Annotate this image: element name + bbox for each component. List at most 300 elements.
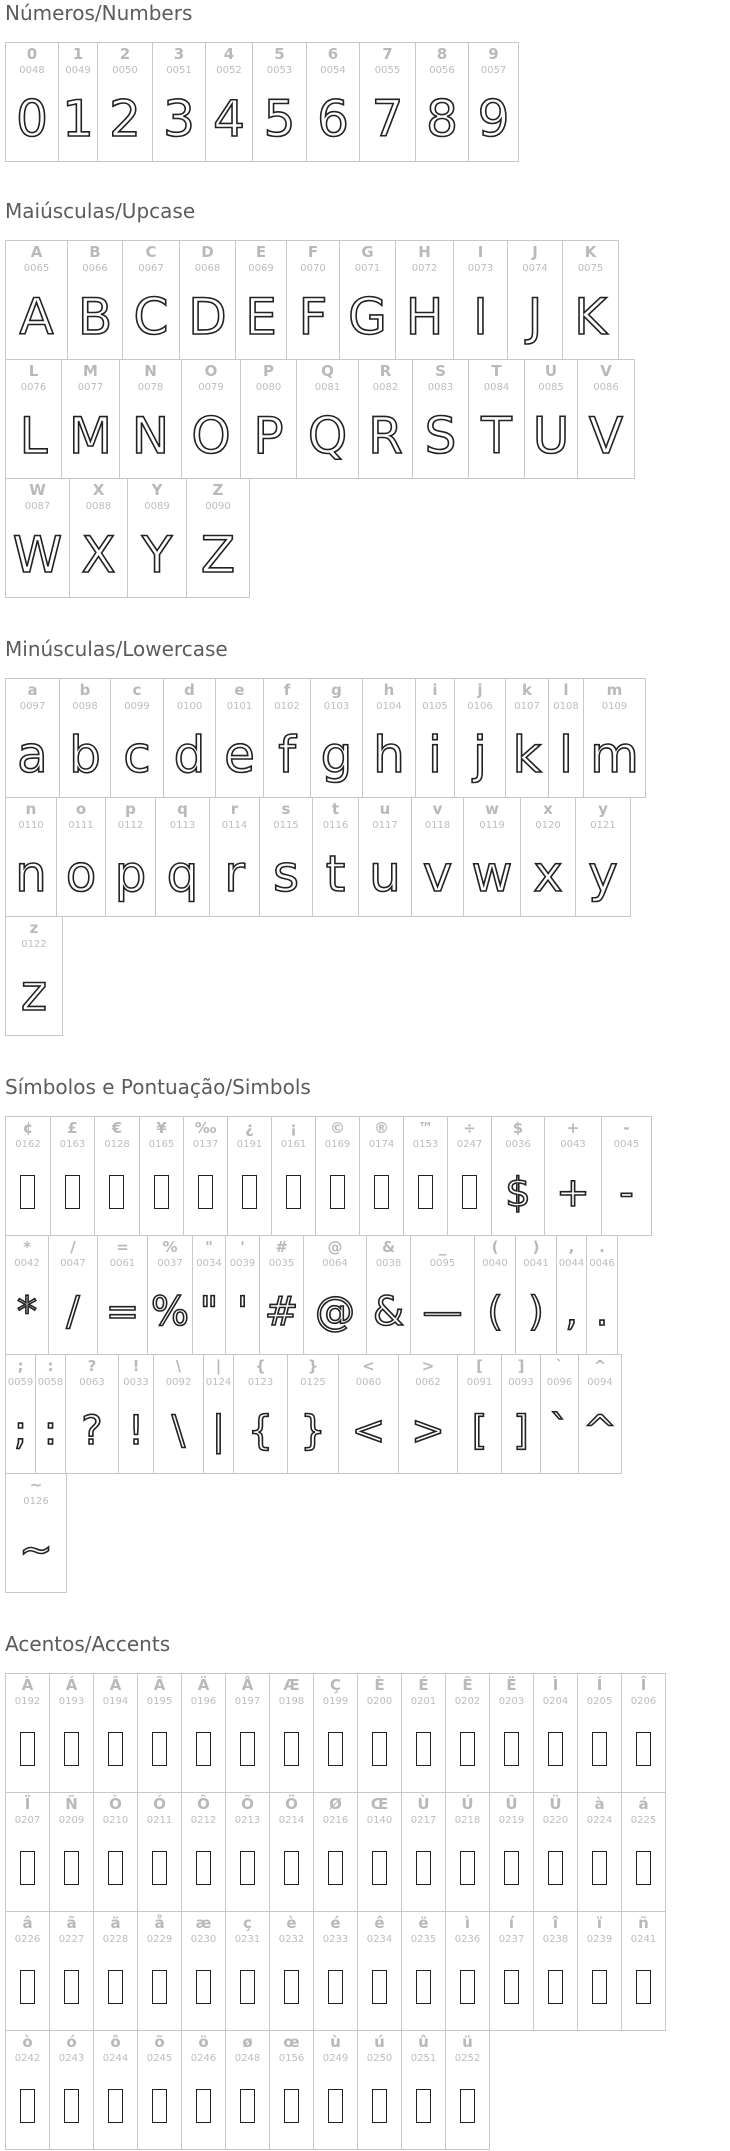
glyph-cell bbox=[97, 1235, 148, 1355]
character-label: L bbox=[28, 362, 39, 380]
character-code: 0070 bbox=[300, 263, 326, 274]
glyph-cell bbox=[313, 2030, 358, 2150]
character-label: R bbox=[379, 362, 392, 380]
glyph-cell bbox=[312, 797, 359, 917]
glyph-sample: ! bbox=[127, 1408, 145, 1454]
section-title: Acentos/Accents bbox=[5, 1632, 171, 1656]
glyph-cell bbox=[601, 1116, 652, 1236]
character-label: Œ bbox=[370, 1795, 389, 1813]
character-label: @ bbox=[327, 1238, 343, 1256]
glyph-cell bbox=[489, 1792, 534, 1912]
character-label: U bbox=[544, 362, 558, 380]
glyph-cell bbox=[621, 1673, 666, 1793]
character-code: 0049 bbox=[65, 65, 91, 76]
character-code: 0087 bbox=[24, 501, 51, 512]
missing-glyph-box bbox=[328, 2089, 343, 2123]
character-label: M bbox=[83, 362, 98, 380]
glyph-cell bbox=[524, 359, 578, 479]
character-label: h bbox=[383, 681, 395, 699]
glyph-sample: % bbox=[150, 1289, 189, 1335]
glyph-sample: t bbox=[325, 845, 346, 903]
glyph-cell bbox=[491, 1116, 545, 1236]
glyph-cell bbox=[50, 1116, 95, 1236]
character-code: 0085 bbox=[538, 382, 564, 393]
character-label: è bbox=[286, 1914, 297, 1932]
glyph-sample: 0 bbox=[16, 90, 48, 148]
character-code: 0194 bbox=[102, 1696, 129, 1707]
missing-glyph-box bbox=[328, 1851, 343, 1885]
character-code: 0037 bbox=[157, 1258, 183, 1269]
glyph-cell bbox=[586, 1235, 618, 1355]
glyph-sample: p bbox=[114, 845, 147, 903]
glyph-sample: V bbox=[588, 407, 624, 465]
character-code: 0247 bbox=[456, 1139, 483, 1150]
glyph-cell bbox=[152, 42, 206, 162]
glyph-cell bbox=[315, 1116, 360, 1236]
character-code: 0244 bbox=[102, 2053, 129, 2064]
character-code: 0122 bbox=[21, 939, 47, 950]
glyph-cell bbox=[225, 1792, 270, 1912]
character-code: 0035 bbox=[268, 1258, 295, 1269]
glyph-sample: 6 bbox=[317, 90, 349, 148]
glyph-cell bbox=[203, 1354, 234, 1474]
glyph-cell bbox=[240, 359, 297, 479]
character-label: l bbox=[563, 681, 569, 699]
character-label: = bbox=[116, 1238, 129, 1256]
glyph-cell bbox=[575, 797, 631, 917]
glyph-cell bbox=[398, 1354, 458, 1474]
glyph-cell bbox=[548, 678, 584, 798]
glyph-sample: i bbox=[428, 726, 442, 784]
glyph-cell bbox=[5, 1673, 50, 1793]
missing-glyph-box bbox=[152, 1851, 167, 1885]
character-code: 0051 bbox=[166, 65, 192, 76]
character-code: 0041 bbox=[523, 1258, 549, 1269]
missing-glyph-box bbox=[416, 2089, 431, 2123]
character-label: j bbox=[477, 681, 483, 699]
glyph-cell bbox=[225, 1673, 270, 1793]
character-label: Æ bbox=[283, 1676, 300, 1694]
glyph-sample: R bbox=[368, 407, 403, 465]
character-code: 0119 bbox=[479, 820, 505, 831]
character-label: Â bbox=[109, 1676, 122, 1694]
glyph-cell bbox=[540, 1354, 579, 1474]
glyph-sample: z bbox=[20, 964, 48, 1022]
glyph-cell bbox=[205, 42, 253, 162]
glyph-cell bbox=[259, 797, 313, 917]
character-label: b bbox=[79, 681, 91, 699]
glyph-sample: ; bbox=[13, 1408, 28, 1454]
character-label: v bbox=[432, 800, 443, 818]
character-label: ¿ bbox=[245, 1119, 254, 1137]
glyph-cell bbox=[5, 478, 70, 598]
character-label: 7 bbox=[382, 45, 393, 63]
glyph-sample: A bbox=[19, 288, 54, 346]
glyph-cell bbox=[410, 1235, 475, 1355]
glyph-sample: * bbox=[17, 1289, 37, 1335]
missing-glyph-box bbox=[416, 1970, 431, 2004]
glyph-sample: [ bbox=[471, 1408, 488, 1454]
missing-glyph-box bbox=[20, 1732, 35, 1766]
character-label: , bbox=[568, 1238, 575, 1256]
glyph-sample: | bbox=[211, 1408, 226, 1454]
glyph-sample: c bbox=[123, 726, 151, 784]
glyph-cell bbox=[303, 1235, 367, 1355]
character-code: 0198 bbox=[278, 1696, 305, 1707]
character-label: } bbox=[307, 1357, 319, 1375]
character-label: z bbox=[29, 919, 39, 937]
character-code: 0099 bbox=[124, 701, 150, 712]
glyph-cell bbox=[118, 1354, 154, 1474]
glyph-sample: j bbox=[473, 726, 487, 784]
character-label: S bbox=[435, 362, 446, 380]
glyph-sample: M bbox=[68, 407, 113, 465]
missing-glyph-box bbox=[592, 1732, 607, 1766]
missing-glyph-box bbox=[592, 1851, 607, 1885]
character-code: 0174 bbox=[368, 1139, 395, 1150]
character-code: 0059 bbox=[7, 1377, 34, 1388]
character-code: 0048 bbox=[19, 65, 45, 76]
character-label: D bbox=[201, 243, 214, 261]
glyph-cell bbox=[269, 1792, 314, 1912]
glyph-sample: ) bbox=[528, 1289, 544, 1335]
glyph-sample: 9 bbox=[477, 90, 510, 148]
character-code: 0107 bbox=[514, 701, 540, 712]
glyph-cell bbox=[5, 1354, 36, 1474]
glyph-sample: X bbox=[81, 526, 116, 584]
missing-glyph-box bbox=[240, 2089, 255, 2123]
character-code: 0230 bbox=[190, 1934, 217, 1945]
character-code: 0036 bbox=[505, 1139, 531, 1150]
section-title: Minúsculas/Lowercase bbox=[5, 637, 228, 661]
glyph-cell bbox=[454, 678, 506, 798]
missing-glyph-box bbox=[64, 2089, 79, 2123]
character-code: 0064 bbox=[322, 1258, 348, 1269]
glyph-cell bbox=[411, 797, 464, 917]
character-label: ù bbox=[330, 2033, 341, 2051]
missing-glyph-box bbox=[20, 1175, 35, 1209]
character-code: 0117 bbox=[372, 820, 398, 831]
missing-glyph-box bbox=[20, 1970, 35, 2004]
character-label: g bbox=[331, 681, 342, 699]
character-code: 0226 bbox=[14, 1934, 41, 1945]
missing-glyph-box bbox=[20, 1851, 35, 1885]
character-code: 0116 bbox=[322, 820, 349, 831]
character-code: 0066 bbox=[82, 263, 108, 274]
character-code: 0192 bbox=[14, 1696, 41, 1707]
missing-glyph-box bbox=[328, 1732, 343, 1766]
character-label: ] bbox=[517, 1357, 525, 1375]
glyph-cell bbox=[445, 1673, 490, 1793]
character-code: 0105 bbox=[422, 701, 448, 712]
glyph-cell bbox=[313, 1673, 358, 1793]
glyph-cell bbox=[48, 1235, 98, 1355]
glyph-sample: q bbox=[166, 845, 199, 903]
glyph-cell bbox=[94, 1116, 140, 1236]
character-label: ñ bbox=[638, 1914, 649, 1932]
character-code: 0213 bbox=[234, 1815, 261, 1826]
character-label: Á bbox=[65, 1676, 78, 1694]
character-code: 0243 bbox=[58, 2053, 85, 2064]
glyph-cell bbox=[147, 1235, 193, 1355]
character-label: # bbox=[275, 1238, 288, 1256]
character-label: \ bbox=[175, 1357, 182, 1375]
character-label: ë bbox=[418, 1914, 429, 1932]
glyph-cell bbox=[445, 1792, 490, 1912]
glyph-sample: I bbox=[473, 288, 488, 346]
glyph-cell bbox=[357, 1792, 402, 1912]
character-code: 0044 bbox=[558, 1258, 585, 1269]
glyph-sample: ( bbox=[487, 1289, 503, 1335]
glyph-cell bbox=[35, 1354, 66, 1474]
character-code: 0248 bbox=[234, 2053, 261, 2064]
character-label: s bbox=[281, 800, 291, 818]
character-code: 0210 bbox=[102, 1815, 129, 1826]
character-code: 0128 bbox=[104, 1139, 130, 1150]
missing-glyph-box bbox=[20, 2089, 35, 2123]
character-label: C bbox=[145, 243, 157, 261]
character-code: 0245 bbox=[146, 2053, 173, 2064]
glyph-sample: — bbox=[422, 1289, 463, 1335]
character-label: a bbox=[27, 681, 38, 699]
character-label: ö bbox=[198, 2033, 209, 2051]
character-code: 0229 bbox=[146, 1934, 173, 1945]
glyph-row bbox=[5, 797, 645, 917]
glyph-cell bbox=[401, 1792, 446, 1912]
glyph-sample: / bbox=[66, 1289, 80, 1335]
character-code: 0102 bbox=[274, 701, 300, 712]
glyph-sample: ] bbox=[513, 1408, 529, 1454]
glyph-sample: 2 bbox=[109, 90, 141, 148]
glyph-sample: Y bbox=[141, 526, 173, 584]
character-label: Ô bbox=[197, 1795, 210, 1813]
character-label: O bbox=[204, 362, 218, 380]
character-code: 0067 bbox=[138, 263, 164, 274]
character-label: Ò bbox=[109, 1795, 122, 1813]
glyph-sample: d bbox=[173, 726, 206, 784]
character-code: 0104 bbox=[376, 701, 402, 712]
character-code: 0092 bbox=[165, 1377, 192, 1388]
glyph-sample: 7 bbox=[371, 90, 404, 148]
glyph-cell bbox=[306, 42, 360, 162]
glyph-cell bbox=[93, 1673, 138, 1793]
glyph-sample: P bbox=[253, 407, 284, 465]
glyph-row bbox=[5, 916, 645, 1036]
glyph-cell bbox=[65, 1354, 119, 1474]
character-label: ó bbox=[66, 2033, 77, 2051]
character-label: ü bbox=[462, 2033, 473, 2051]
character-code: 0040 bbox=[482, 1258, 508, 1269]
glyph-cell bbox=[5, 797, 57, 917]
glyph-sample: s bbox=[272, 845, 300, 903]
glyph-cell bbox=[412, 359, 469, 479]
character-label: _ bbox=[438, 1238, 447, 1256]
character-label: ø bbox=[242, 2033, 253, 2051]
glyph-cell bbox=[515, 1235, 557, 1355]
glyph-cell bbox=[271, 1116, 316, 1236]
missing-glyph-box bbox=[374, 1175, 389, 1209]
glyph-sample: { bbox=[247, 1408, 274, 1454]
character-code: 0165 bbox=[148, 1139, 175, 1150]
missing-glyph-box bbox=[64, 1970, 79, 2004]
character-label: J bbox=[532, 243, 538, 261]
character-code: 0055 bbox=[374, 65, 401, 76]
character-label: H bbox=[418, 243, 431, 261]
missing-glyph-box bbox=[636, 1970, 651, 2004]
glyph-sample: O bbox=[191, 407, 231, 465]
character-label: c bbox=[132, 681, 142, 699]
character-code: 0075 bbox=[577, 263, 604, 274]
character-label: { bbox=[255, 1357, 266, 1375]
character-label: ¡ bbox=[290, 1119, 297, 1137]
glyph-cell bbox=[577, 1673, 622, 1793]
character-label: 9 bbox=[488, 45, 499, 63]
glyph-sample: r bbox=[224, 845, 245, 903]
character-code: 0114 bbox=[221, 820, 248, 831]
character-code: 0062 bbox=[415, 1377, 441, 1388]
glyph-cell bbox=[181, 1673, 226, 1793]
glyph-cell bbox=[286, 240, 340, 360]
character-code: 0069 bbox=[248, 263, 274, 274]
missing-glyph-box bbox=[152, 1732, 167, 1766]
character-code: 0225 bbox=[630, 1815, 657, 1826]
character-label: / bbox=[70, 1238, 76, 1256]
character-code: 0156 bbox=[278, 2053, 305, 2064]
character-code: 0231 bbox=[234, 1934, 261, 1945]
glyph-cell bbox=[58, 42, 98, 162]
character-label: e bbox=[234, 681, 245, 699]
character-code: 0100 bbox=[176, 701, 203, 712]
character-code: 0219 bbox=[498, 1815, 525, 1826]
character-code: 0191 bbox=[236, 1139, 263, 1150]
character-label: ( bbox=[491, 1238, 499, 1256]
glyph-sample: 4 bbox=[213, 90, 245, 148]
character-label: 3 bbox=[173, 45, 185, 63]
character-code: 0123 bbox=[247, 1377, 274, 1388]
glyph-cell bbox=[225, 1911, 270, 2031]
character-code: 0163 bbox=[59, 1139, 86, 1150]
glyph-cell bbox=[269, 2030, 314, 2150]
character-label: m bbox=[606, 681, 623, 699]
character-code: 0120 bbox=[535, 820, 561, 831]
glyph-sample: D bbox=[188, 288, 227, 346]
missing-glyph-box bbox=[154, 1175, 169, 1209]
glyph-cell bbox=[415, 42, 469, 162]
character-code: 0217 bbox=[410, 1815, 437, 1826]
missing-glyph-box bbox=[460, 2089, 475, 2123]
character-code: 0220 bbox=[542, 1815, 569, 1826]
character-code: 0094 bbox=[587, 1377, 613, 1388]
glyph-sample: K bbox=[574, 288, 607, 346]
character-code: 0224 bbox=[586, 1815, 613, 1826]
character-code: 0081 bbox=[314, 382, 341, 393]
character-code: 0082 bbox=[372, 382, 399, 393]
character-label: % bbox=[162, 1238, 178, 1256]
character-code: 0047 bbox=[60, 1258, 86, 1269]
glyph-cell bbox=[359, 42, 416, 162]
glyph-sample: " bbox=[199, 1289, 219, 1335]
character-label: I bbox=[477, 243, 484, 261]
glyph-sample: ^ bbox=[583, 1408, 617, 1454]
glyph-sample: e bbox=[224, 726, 255, 784]
character-label: É bbox=[418, 1676, 429, 1694]
character-label: ì bbox=[464, 1914, 471, 1932]
missing-glyph-box bbox=[548, 1970, 563, 2004]
character-label: V bbox=[600, 362, 612, 380]
glyph-row bbox=[5, 240, 634, 360]
character-code: 0161 bbox=[280, 1139, 307, 1150]
missing-glyph-box bbox=[460, 1732, 475, 1766]
character-label: Ì bbox=[552, 1676, 559, 1694]
character-code: 0065 bbox=[23, 263, 50, 274]
character-label: t bbox=[331, 800, 340, 818]
character-label: < bbox=[362, 1357, 375, 1375]
glyph-sample: n bbox=[15, 845, 47, 903]
glyph-row bbox=[5, 42, 518, 162]
glyph-sample: = bbox=[105, 1289, 140, 1335]
character-code: 0091 bbox=[466, 1377, 493, 1388]
character-code: 0088 bbox=[85, 501, 112, 512]
missing-glyph-box bbox=[284, 1732, 299, 1766]
missing-glyph-box bbox=[196, 1970, 211, 2004]
character-label: ™ bbox=[418, 1119, 433, 1137]
character-label: ò bbox=[22, 2033, 33, 2051]
character-code: 0033 bbox=[123, 1377, 149, 1388]
glyph-cell bbox=[97, 42, 153, 162]
character-code: 0101 bbox=[226, 701, 253, 712]
character-code: 0228 bbox=[102, 1934, 129, 1945]
character-code: 0111 bbox=[68, 820, 94, 831]
character-code: 0090 bbox=[205, 501, 231, 512]
glyph-cell bbox=[181, 359, 241, 479]
glyph-sample: 1 bbox=[62, 90, 94, 148]
glyph-row bbox=[5, 1911, 665, 2031]
glyph-cell bbox=[139, 1116, 184, 1236]
glyph-cell bbox=[49, 1911, 94, 2031]
glyph-cell bbox=[119, 359, 182, 479]
character-label: w bbox=[485, 800, 499, 818]
missing-glyph-box bbox=[504, 1732, 519, 1766]
character-label: î bbox=[552, 1914, 559, 1932]
glyph-cell bbox=[313, 1792, 358, 1912]
character-code: 0246 bbox=[190, 2053, 217, 2064]
glyph-cell bbox=[155, 797, 210, 917]
character-code: 0237 bbox=[498, 1934, 525, 1945]
glyph-cell bbox=[445, 1911, 490, 2031]
character-label: û bbox=[418, 2033, 429, 2051]
missing-glyph-box bbox=[372, 2089, 387, 2123]
glyph-sample: f bbox=[278, 726, 296, 784]
glyph-row bbox=[5, 1473, 651, 1593]
glyph-cell bbox=[468, 42, 519, 162]
character-code: 0207 bbox=[14, 1815, 41, 1826]
glyph-cell bbox=[269, 1911, 314, 2031]
character-label: | bbox=[215, 1357, 222, 1375]
glyph-sample: J bbox=[527, 288, 543, 346]
character-label: ~ bbox=[29, 1476, 43, 1494]
glyph-cell bbox=[235, 240, 287, 360]
character-code: 0084 bbox=[483, 382, 510, 393]
glyph-cell bbox=[621, 1792, 666, 1912]
missing-glyph-box bbox=[286, 1175, 301, 1209]
missing-glyph-box bbox=[108, 1970, 123, 2004]
missing-glyph-box bbox=[460, 1851, 475, 1885]
glyph-cell bbox=[457, 1354, 502, 1474]
character-label: W bbox=[29, 481, 46, 499]
character-label: f bbox=[283, 681, 291, 699]
character-code: 0249 bbox=[322, 2053, 349, 2064]
character-label: " bbox=[205, 1238, 213, 1256]
